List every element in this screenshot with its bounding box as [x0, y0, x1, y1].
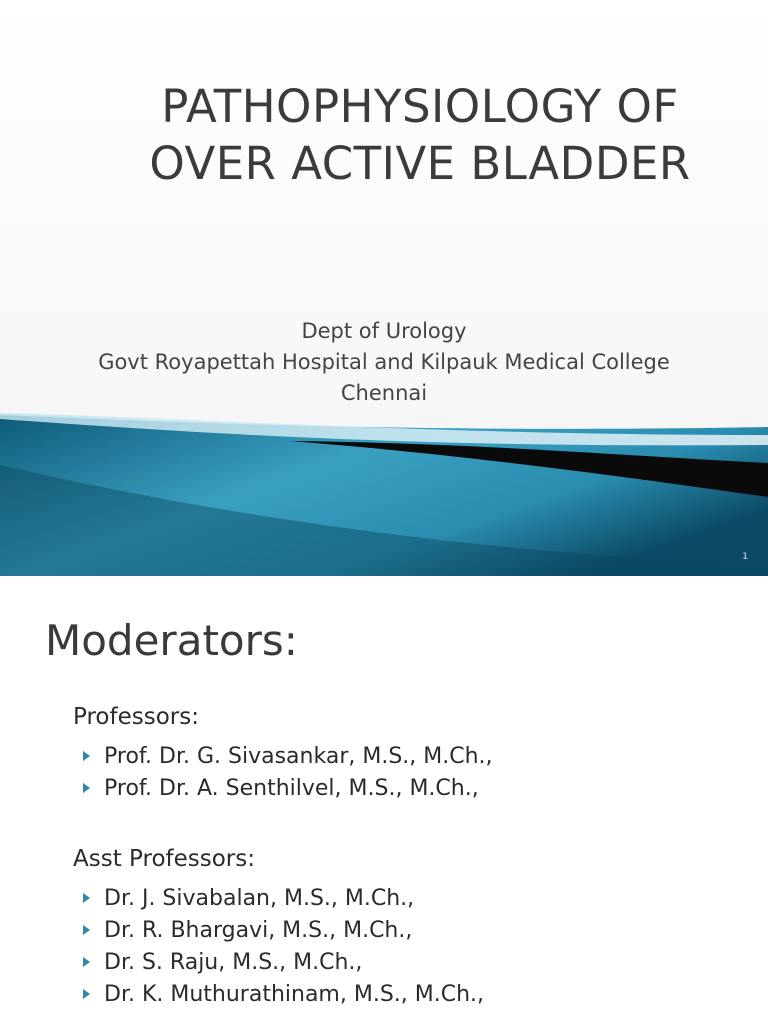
list-item: [83, 978, 484, 1010]
asst-professor-name: Dr. J. Sivabalan, M.S., M.Ch.,: [104, 885, 415, 911]
moderators-heading: Moderators:: [45, 616, 298, 665]
moderators-slide: [0, 576, 768, 1024]
slide-number: 1: [742, 552, 748, 562]
institution-line: Govt Royapettah Hospital and Kilpauk Medical College: [98, 350, 670, 374]
list-item: [83, 740, 493, 772]
city-line: Chennai: [340, 381, 428, 405]
professor-name: Prof. Dr. A. Senthilvel, M.S., M.Ch.,: [104, 775, 479, 801]
triangle-bullet-icon: [83, 989, 90, 999]
slide-title-line: OVER ACTIVE BLADDER: [149, 137, 691, 190]
professors-list: [83, 740, 493, 804]
list-item: [83, 772, 493, 804]
slide-title-line: PATHOPHYSIOLOGY OF: [161, 80, 679, 133]
slide-subtitle: [20, 316, 748, 409]
triangle-bullet-icon: [83, 783, 90, 793]
triangle-bullet-icon: [83, 925, 90, 935]
professors-label: Professors:: [73, 704, 199, 730]
triangle-bullet-icon: [83, 893, 90, 903]
triangle-bullet-icon: [83, 957, 90, 967]
asst-professor-name: Dr. K. Muthurathinam, M.S., M.Ch.,: [104, 981, 485, 1007]
asst-professor-name: Dr. S. Raju, M.S., M.Ch.,: [104, 949, 363, 975]
slide-title: [90, 78, 750, 192]
asst-professor-name: Dr. R. Bhargavi, M.S., M.Ch.,: [104, 917, 413, 943]
list-item: [83, 882, 484, 914]
professor-name: Prof. Dr. G. Sivasankar, M.S., M.Ch.,: [104, 743, 493, 769]
asst-professors-label: Asst Professors:: [73, 846, 255, 872]
department-line: Dept of Urology: [301, 319, 467, 343]
list-item: [83, 946, 484, 978]
decorative-wave-band: [0, 405, 768, 576]
asst-professors-list: [83, 882, 484, 1010]
list-item: [83, 914, 484, 946]
triangle-bullet-icon: [83, 751, 90, 761]
